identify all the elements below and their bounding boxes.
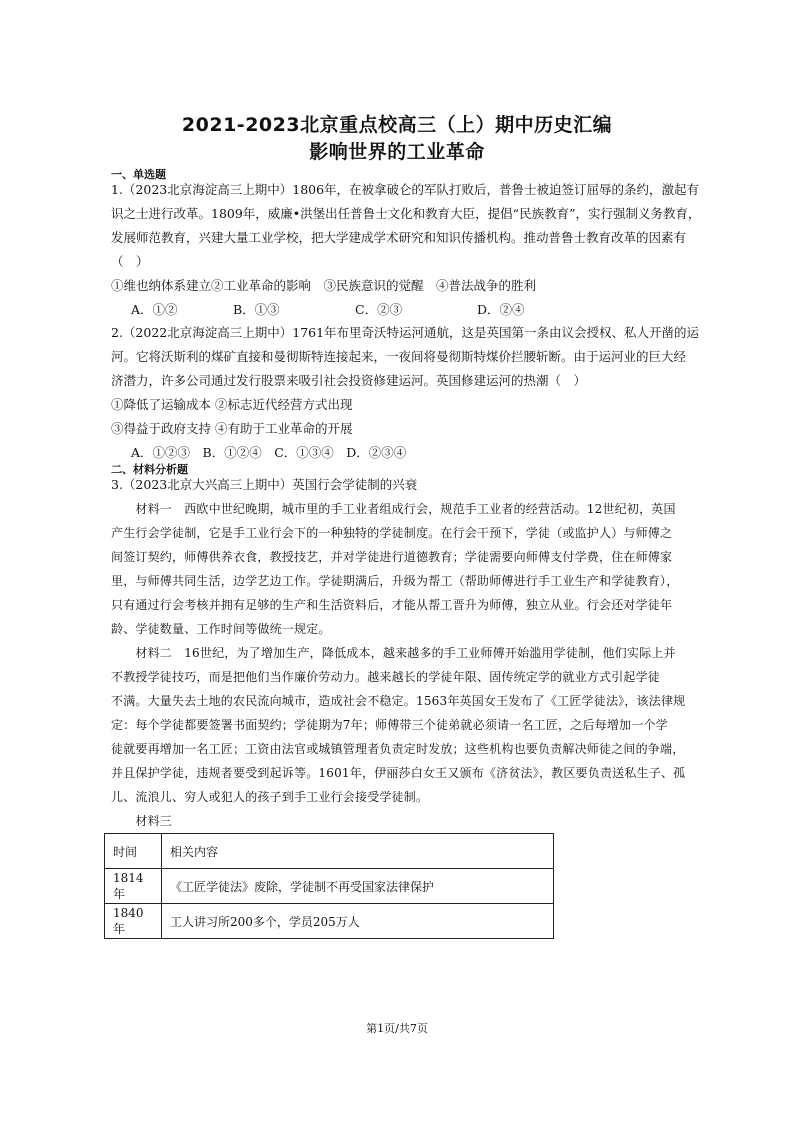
q1-line-4: （ ） — [111, 254, 149, 269]
table-row — [105, 904, 554, 939]
table-header-row — [105, 834, 554, 869]
q2-statements-2: ③得益于政府支持 ④有助于工业革命的开展 — [111, 421, 353, 436]
q1-option-d: D．②④ — [477, 302, 525, 317]
document-subtitle: 影响世界的工业革命 — [309, 141, 485, 163]
q1-option-c: C．②③ — [355, 302, 403, 317]
material1-line-4: 里，与师傅共同生活，边学艺边工作。学徒期满后，升级为帮工（帮助师傅进行手工业生产和学徒教育）， — [111, 574, 679, 588]
q1-line-1: 1.（2023北京海淀高三上期中）1806年，在被拿破仑的军队打败后，普鲁士被迫签订屈辱的条约，激起有 — [111, 182, 700, 197]
q1-statements: ①维也纳体系建立②工业革命的影响 ③民族意识的觉醒 ④普法战争的胜利 — [111, 278, 537, 293]
material2-line-3: 不满。大量失去土地的农民流向城市，造成社会不稳定。1563年英国女王发布了《工匠学徒法》，该法律规 — [111, 694, 686, 708]
page-number: 第1页/共7页 — [366, 1022, 428, 1035]
q1-line-3: 发展师范教育，兴建大量工业学校，把大学建成学术研究和知识传播机构。推动普鲁士教育改革的因素有 — [111, 230, 687, 245]
table-cell-content: 工人讲习所200多个，学员205万人 — [162, 904, 554, 939]
material2-line-5: 徒就要再增加一名工匠；工资由法官或城镇管理者负责定时发放；这些机构也要负责解决师徒之间的争端， — [111, 742, 685, 756]
table-header-cell: 时间 — [105, 834, 162, 869]
q1-option-b: B．①③ — [233, 302, 280, 317]
table-header-cell: 相关内容 — [162, 834, 554, 869]
section-heading-material-analysis: 二、材料分析题 — [111, 463, 188, 476]
q2-line-1: 2.（2022北京海淀高三上期中）1761年布里奇沃特运河通航，这是英国第一条由议会授权、私人开凿的运 — [111, 325, 700, 340]
q2-options: A．①②③ B．①②④ C．①③④ D．②③④ — [131, 445, 407, 460]
material3-label: 材料三 — [111, 814, 173, 828]
material2-line-7: 儿、流浪儿、穷人或犯人的孩子到手工业行会接受学徒制。 — [111, 790, 429, 804]
q1-option-a: A．①② — [131, 302, 178, 317]
q2-line-3: 济潜力，许多公司通过发行股票来吸引社会投资修建运河。英国修建运河的热潮（ ） — [111, 373, 587, 388]
table-cell-year: 1814年 — [105, 869, 162, 904]
material3-table — [104, 833, 554, 939]
material2-line-4: 定：每个学徒都要签署书面契约；学徒期为7年；师傅带三个徒弟就必须请一名工匠，之后每增加一个学 — [111, 718, 668, 732]
material2-line-2: 不教授学徒技巧，而是把他们当作廉价劳动力。越来越长的学徒年限、固传统定学的就业方式引起学徒 — [111, 670, 661, 684]
q3-intro: 3.（2023北京大兴高三上期中）英国行会学徒制的兴衰 — [111, 477, 418, 492]
q2-statements-1: ①降低了运输成本 ②标志近代经营方式出现 — [111, 397, 353, 412]
material1-line-2: 产生行会学徒制，它是手工业行会下的一种独特的学徒制度。在行会干预下，学徒（或监护人）与师傅之 — [111, 526, 673, 540]
material1-line-1: 材料一 西欧中世纪晚期，城市里的手工业者组成行会，规范手工业者的经营活动。12世纪初，英国 — [111, 502, 676, 516]
material2-line-1: 材料二 16世纪，为了增加生产，降低成本，越来越多的手工业师傅开始滥用学徒制，他们实际上并 — [111, 646, 676, 660]
material2-line-6: 并且保护学徒，违规者要受到起诉等。1601年，伊丽莎白女王又颁布《济贫法》，教区要负责送私生子、孤 — [111, 766, 686, 780]
document-title: 2021-2023北京重点校高三（上）期中历史汇编 — [181, 114, 613, 136]
q1-line-2: 识之士进行改革。1809年，威廉•洪堡出任普鲁士文化和教育大臣，提倡“民族教育”，实行强制义务教育， — [111, 206, 701, 221]
table-cell-content: 《工匠学徒法》废除，学徒制不再受国家法律保护 — [162, 869, 554, 904]
q2-line-2: 河。它将沃斯利的煤矿直接和曼彻斯特连接起来，一夜间将曼彻斯特煤价拦腰斩断。由于运河业的巨大经 — [111, 349, 687, 364]
material1-line-3: 间签订契约，师傅供养衣食，教授技艺，并对学徒进行道德教育；学徒需要向师傅支付学费，住在师傅家 — [111, 550, 673, 564]
table-cell-year: 1840年 — [105, 904, 162, 939]
table-row — [105, 869, 554, 904]
section-heading-single-choice: 一、单选题 — [111, 168, 166, 181]
material1-line-6: 龄、学徒数量、工作时间等做统一规定。 — [111, 622, 331, 636]
material1-line-5: 只有通过行会考核并拥有足够的生产和生活资料后，才能从帮工晋升为师傅，独立从业。行会还对学徒年 — [111, 598, 673, 612]
